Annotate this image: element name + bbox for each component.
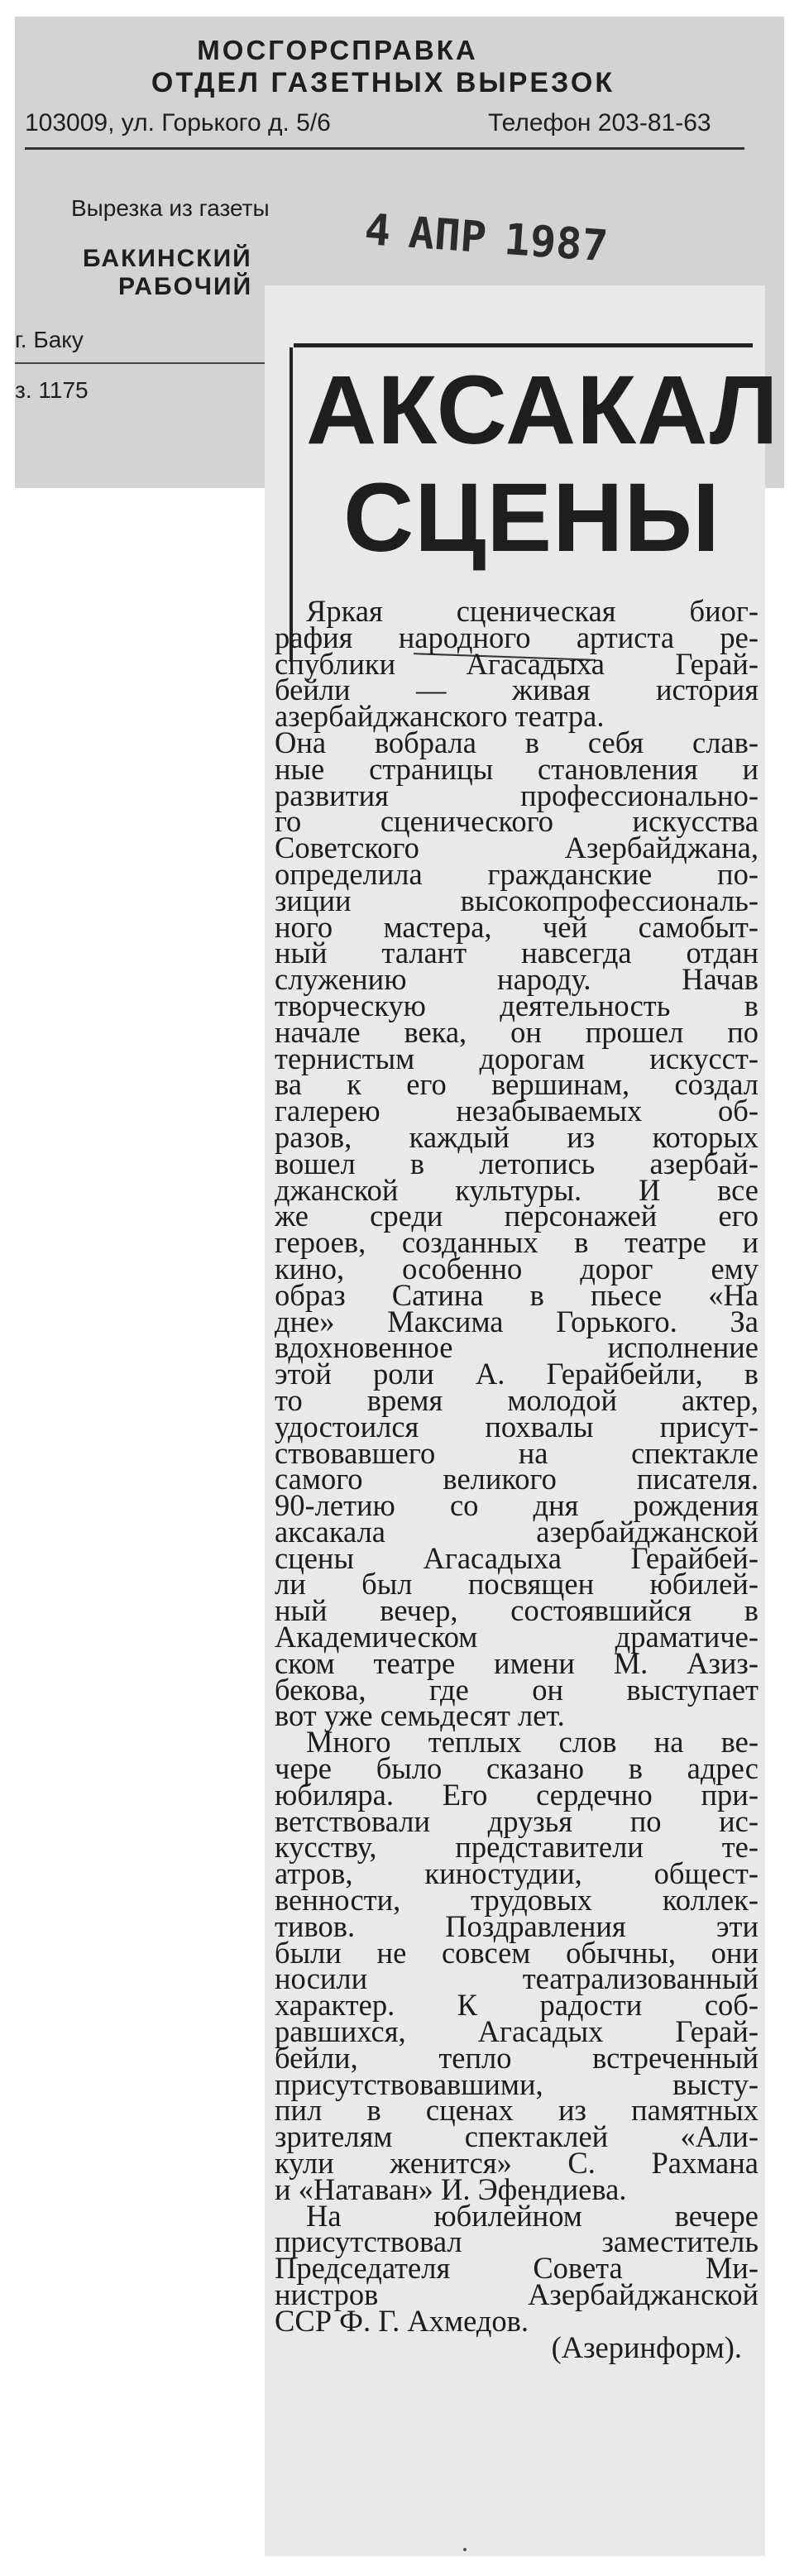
article-line: Советского Азербайджана, xyxy=(275,831,759,865)
stamp-day: 4 xyxy=(362,205,393,257)
article-line: развития профессионально- xyxy=(275,778,759,812)
article-line: джанской культуры. И все xyxy=(275,1172,759,1207)
newspaper-clipping xyxy=(265,285,779,2556)
article-line: начале века, он прошел по xyxy=(275,1014,759,1049)
article-line: На юбилейном вечере xyxy=(306,2198,759,2233)
article-line: кусству, представители те- xyxy=(275,1830,759,1865)
article-line: вдохновенное исполнение xyxy=(275,1330,759,1365)
article-line: Она вобрала в себя слав- xyxy=(275,725,759,759)
article-line: тивов. Поздравления эти xyxy=(275,1908,759,1943)
article-line: были не совсем обычны, они xyxy=(275,1935,759,1970)
article-line: рафия народного артиста ре- xyxy=(275,620,759,654)
article-line: атров, киностудии, общест- xyxy=(275,1856,759,1891)
article-line: определила гражданские по- xyxy=(275,856,759,891)
article-line: ли был посвящен юбилей- xyxy=(275,1567,759,1602)
stamp-month: АПР xyxy=(406,208,488,264)
article-line: бейли — живая история xyxy=(275,673,759,707)
article-body xyxy=(275,594,759,2364)
article-line: то время молодой актер, xyxy=(275,1382,759,1417)
article-line: удостоился похвалы присут- xyxy=(275,1409,759,1444)
article-line: вот уже семьдесят лет. xyxy=(275,1698,565,1733)
article-line: ные страницы становления и xyxy=(275,751,759,786)
article-line: ный талант навсегда отдан xyxy=(275,936,759,970)
article-line: (Азеринформ). xyxy=(551,2329,742,2364)
article-line: юбиляра. Его сердечно при- xyxy=(275,1777,759,1812)
article-line: ный вечер, состоявшийся в xyxy=(275,1593,759,1628)
newspaper-name-line2: РАБОЧИЙ xyxy=(118,273,253,300)
article-line: ва к его вершинам, создал xyxy=(275,1067,759,1102)
article-line: пил в сценах из памятных xyxy=(275,2093,759,2128)
slip-phone: Телефон 203-81-63 xyxy=(488,109,711,136)
article-line: Яркая сценическая биог- xyxy=(306,594,759,628)
article-line: присутствовал заместитель xyxy=(275,2224,759,2259)
slip-organization: МОСГОРСПРАВКА xyxy=(197,35,478,65)
article-line: носили театрализованный xyxy=(275,1961,759,1996)
article-line: и «Натаван» И. Эфендиева. xyxy=(275,2171,627,2206)
article-line: дне» Максима Горького. За xyxy=(275,1304,759,1338)
article-line: героев, созданных в театре и xyxy=(275,1225,759,1260)
slip-city: г. Баку xyxy=(15,327,84,352)
article-line: присутствовавшими, высту- xyxy=(275,2066,759,2101)
clipping-from-label: Вырезка из газеты xyxy=(71,195,270,221)
article-line: зиции высокопрофессиональ- xyxy=(275,883,759,917)
article-line: азербайджанского театра. xyxy=(275,699,605,734)
article-line: 90-летию со дня рождения xyxy=(275,1488,759,1523)
article-line: сцены Агасадыха Герайбей- xyxy=(275,1540,759,1575)
article-line: самого великого писателя. xyxy=(275,1462,759,1496)
stamp-year: 1987 xyxy=(502,214,610,272)
article-line: галерею незабываемых об- xyxy=(275,1094,759,1128)
article-line: спублики Агасадыха Герай- xyxy=(275,646,759,681)
article-line: вошел в летопись азербай- xyxy=(275,1146,759,1180)
article-line: чере было сказано в адрес xyxy=(275,1751,759,1786)
article-line: творческую деятельность в xyxy=(275,988,759,1022)
article-line: зрителям спектаклей «Али- xyxy=(275,2119,759,2154)
article-line: ного мастера, чей самобыт- xyxy=(275,909,759,944)
slip-header xyxy=(15,35,784,99)
article-line: же среди персонажей его xyxy=(275,1199,759,1233)
slip-number: з. 1175 xyxy=(15,377,89,403)
newspaper-name-line1: БАКИНСКИЙ xyxy=(83,245,252,272)
article-line: бейли, тепло встреченный xyxy=(275,2040,759,2075)
slip-field-rule xyxy=(15,362,280,364)
article-line: этой роли А. Герайбейли, в xyxy=(275,1357,759,1391)
article-line: го сценического искусства xyxy=(275,804,759,839)
article-line: тернистым дорогам искусст- xyxy=(275,1041,759,1075)
article-line: ССР Ф. Г. Ахмедов. xyxy=(275,2303,529,2338)
article-line: ствовавшего на спектакле xyxy=(275,1435,759,1470)
slip-divider xyxy=(25,147,744,150)
headline-top-rule xyxy=(294,343,753,347)
article-line: кули женится» С. Рахмана xyxy=(275,2146,759,2181)
article-line: аксакала азербайджанской xyxy=(275,1514,759,1549)
article-line: Академическом драматиче- xyxy=(275,1620,759,1654)
date-stamp xyxy=(363,205,628,273)
article-line: равшихся, Агасадых Герай- xyxy=(275,2014,759,2049)
headline-line2: СЦЕНЫ xyxy=(343,463,720,572)
article-line: кино, особенно дорог ему xyxy=(275,1251,759,1286)
article-line: ветствовали друзья по ис- xyxy=(275,1803,759,1838)
article-line: образ Сатина в пьесе «На xyxy=(275,1277,759,1312)
slip-address: 103009, ул. Горького д. 5/6 xyxy=(25,109,331,136)
headline-line1: АКСАКАЛ xyxy=(306,356,779,465)
article-line: венности, трудовых коллек- xyxy=(275,1883,759,1918)
article-line: ском театре имени М. Азиз- xyxy=(275,1645,759,1680)
article-line: Председателя Совета Ми- xyxy=(275,2251,759,2286)
slip-department: ОТДЕЛ ГАЗЕТНЫХ ВЫРЕЗОК xyxy=(151,67,615,98)
article-line: служению народу. Начав xyxy=(275,962,759,997)
article-line: Много теплых слов на ве- xyxy=(306,1725,759,1760)
scan-speck xyxy=(463,2548,467,2551)
article-line: нистров Азербайджанской xyxy=(275,2277,759,2311)
article-line: разов, каждый из которых xyxy=(275,1119,759,1154)
article-line: бекова, где он выступает xyxy=(275,1672,759,1707)
article-line: характер. К радости соб- xyxy=(275,1988,759,2023)
